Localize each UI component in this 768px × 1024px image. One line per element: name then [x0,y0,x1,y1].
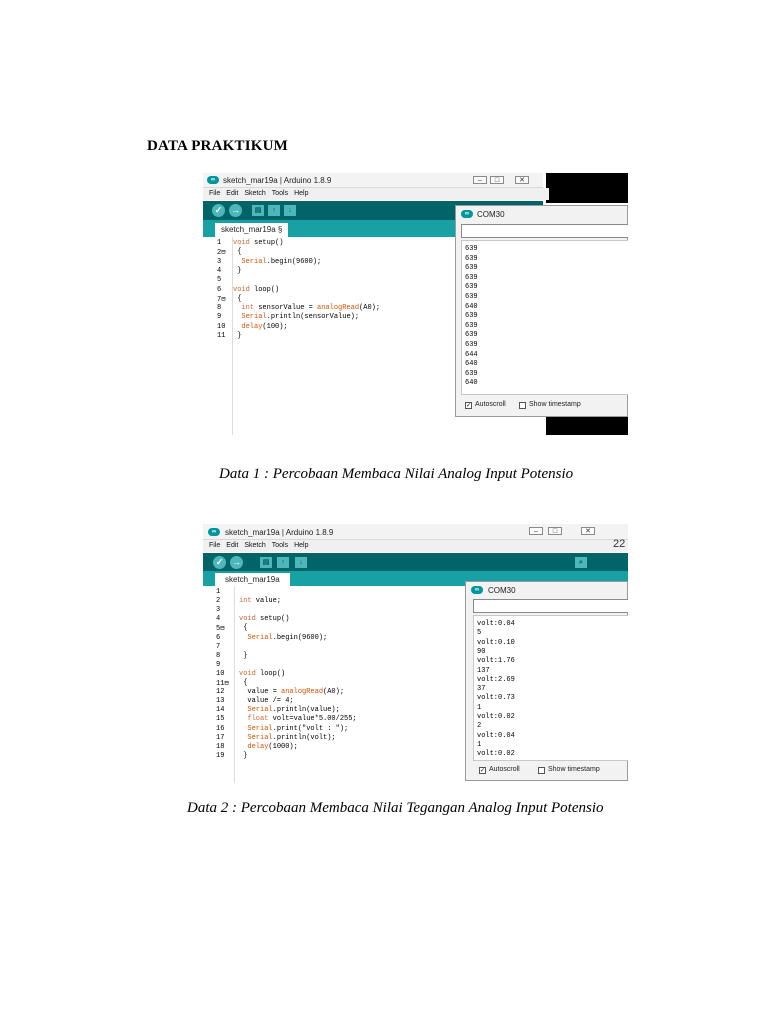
window-title: sketch_mar19a | Arduino 1.8.9 [225,528,334,537]
serial-monitor-title: COM30 [477,210,505,219]
serial-output-line: 639 [465,283,478,292]
serial-monitor-button[interactable]: ⌕ [575,557,587,568]
line-number: 3 [217,257,222,266]
code-line: Serial.println(value); [247,706,340,715]
section-heading: DATA PRAKTIKUM [147,138,288,154]
minimize-button[interactable]: – [529,527,543,535]
arduino-logo-icon: ∞ [461,210,473,218]
serial-output-line: 639 [465,264,478,273]
code-line: int sensorValue = analogRead(A0); [241,304,381,313]
code-line: { [239,679,248,687]
code-line: { [233,294,242,303]
serial-output-line: 640 [465,360,478,369]
serial-output-line: 640 [465,302,478,311]
line-number: 18 [216,742,225,751]
code-line: Serial.print("volt : "); [247,724,349,733]
arduino-logo-icon: ∞ [208,528,220,536]
serial-send-input[interactable] [461,224,628,238]
line-number: 2⊟ [217,249,226,258]
save-button[interactable]: ↓ [295,557,307,568]
line-number: 9 [217,313,222,322]
line-number: 13 [216,697,225,706]
line-number: 19 [216,751,225,760]
new-button[interactable]: ▤ [252,205,264,216]
serial-output-line: volt:0.04 [477,620,515,628]
line-number: 5 [217,276,222,285]
serial-output [461,240,628,395]
serial-output-line: 90 [477,647,486,656]
autoscroll-label: Autoscroll [475,401,506,408]
timestamp-label: Show timestamp [548,766,600,773]
serial-output-line: 639 [465,254,478,263]
serial-output-line: volt:0.10 [477,638,515,647]
screenshot-2 [203,524,628,783]
tab-sketch[interactable]: sketch_mar19a [215,573,290,586]
menu-help[interactable]: Help [294,190,309,197]
tab-sketch[interactable]: sketch_mar19a § [215,223,288,237]
new-button[interactable]: ▤ [260,557,272,568]
line-number: 17 [216,733,225,742]
autoscroll-checkbox[interactable]: ✓ [480,768,486,774]
serial-output-line: 639 [465,341,478,349]
desktop-background [546,173,628,203]
serial-output-line: 137 [477,666,490,675]
serial-output-line: 1 [477,740,482,749]
serial-output-line: volt:0.02 [477,750,515,759]
caption-2: Data 2 : Percobaan Membaca Nilai Tegangan Analog Input Potensio [187,800,604,816]
maximize-button[interactable]: □ [490,176,504,184]
code-line: int value; [239,597,282,606]
open-button[interactable]: ↑ [268,205,280,216]
arduino-logo-icon: ∞ [207,176,219,184]
serial-output-line: 639 [465,331,478,340]
timestamp-checkbox[interactable] [519,402,526,409]
code-line: delay(100); [241,322,288,331]
window-title: sketch_mar19a | Arduino 1.8.9 [223,176,332,185]
menu-edit[interactable]: Edit [226,542,239,549]
code-line: Serial.println(sensorValue); [241,313,360,322]
serial-output-line: 5 [477,629,482,638]
menu-tools[interactable]: Tools [271,190,289,197]
caption-1: Data 1 : Percobaan Membaca Nilai Analog Input Potensio [219,466,574,482]
verify-button[interactable]: ✓ [212,204,225,217]
serial-output-line: 37 [477,685,486,694]
code-line: { [233,248,242,257]
line-number: 9 [216,660,221,669]
minimize-button[interactable]: – [473,176,487,184]
menu-sketch[interactable]: Sketch [244,190,266,197]
serial-output-line: 639 [465,293,478,301]
line-number: 10 [216,669,225,678]
screenshot-1 [203,173,628,435]
toolbar [203,553,628,571]
menu-edit[interactable]: Edit [226,190,239,197]
maximize-button[interactable]: □ [548,527,562,535]
line-number: 5⊟ [216,625,225,634]
serial-output-line: 644 [465,350,478,359]
serial-output-line: volt:1.76 [477,657,515,666]
line-number: 2 [216,597,221,606]
serial-output-line: volt:0.04 [477,731,515,740]
edge-digits: 22 [613,538,626,550]
serial-send-input[interactable] [473,599,628,613]
code-line: Serial.begin(9600); [247,633,328,642]
menu-file[interactable]: File [209,542,221,549]
upload-button[interactable]: → [231,205,240,215]
code-line: } [233,332,242,340]
code-line: void loop() [239,669,286,678]
serial-output-line: 639 [465,312,478,321]
code-line: { [239,624,248,633]
code-line: value /= 4; [239,697,294,706]
code-line: delay(1000); [247,742,298,751]
serial-output-line: volt:0.02 [477,713,515,721]
menu-tools[interactable]: Tools [271,542,289,549]
code-line: } [233,266,242,275]
serial-output-line: 639 [465,321,478,330]
serial-output-line: 2 [477,722,482,731]
serial-output-line: 1 [477,703,482,712]
line-number: 11 [217,332,226,340]
serial-output-line: 640 [465,379,478,388]
line-number: 10 [217,322,226,331]
serial-output [473,615,628,761]
line-number: 6 [217,285,222,294]
menu-bar [203,188,549,200]
serial-monitor-window [465,581,628,781]
line-number: 11⊟ [216,680,229,688]
timestamp-label: Show timestamp [529,401,581,408]
line-number: 1 [217,239,222,247]
autoscroll-checkbox[interactable]: ✓ [466,403,472,409]
save-button[interactable]: ↓ [284,205,296,216]
desktop-background [546,417,628,435]
line-number: 7⊟ [217,295,226,304]
arduino-logo-icon: ∞ [471,586,483,594]
line-number: 6 [216,633,221,642]
line-number: 14 [216,706,225,715]
serial-monitor-window [455,205,628,417]
arduino-titlebar [203,524,628,540]
code-line: void setup() [233,239,284,247]
code-line: Serial.println(volt); [247,733,336,742]
line-number: 12 [216,688,225,697]
upload-button[interactable]: → [232,557,241,567]
code-line: } [239,651,248,660]
menu-help[interactable]: Help [294,542,309,549]
close-button[interactable]: ✕ [581,527,595,535]
code-line: void setup() [239,615,290,624]
line-number: 8 [216,651,221,660]
serial-output-line: 639 [465,369,478,378]
autoscroll-label: Autoscroll [489,766,520,773]
close-button[interactable]: ✕ [515,176,529,184]
code-line: } [239,751,248,760]
code-line: value = analogRead(A0); [239,688,345,697]
serial-output-line: volt:0.73 [477,694,515,703]
line-number: 3 [216,606,221,615]
line-number: 4 [216,615,221,624]
line-number: 7 [216,642,221,651]
arduino-titlebar [203,173,543,188]
menu-sketch[interactable]: Sketch [244,542,266,549]
menu-bar [203,540,628,552]
timestamp-checkbox[interactable] [538,767,545,774]
code-line: Serial.begin(9600); [241,257,322,266]
verify-button[interactable]: ✓ [213,556,226,569]
line-number: 8 [217,304,222,313]
serial-output-line: volt:2.69 [477,675,515,684]
code-line: float volt=value*5.00/255; [247,715,357,724]
menu-file[interactable]: File [209,190,221,197]
serial-output-line: 639 [465,245,478,253]
code-line: void loop() [233,285,280,294]
serial-output-line: 639 [465,273,478,282]
line-number: 15 [216,715,225,724]
line-number: 1 [216,588,221,596]
line-number: 16 [216,724,225,733]
open-button[interactable]: ↑ [277,557,289,568]
line-number: 4 [217,266,222,275]
serial-monitor-title: COM30 [488,586,516,595]
